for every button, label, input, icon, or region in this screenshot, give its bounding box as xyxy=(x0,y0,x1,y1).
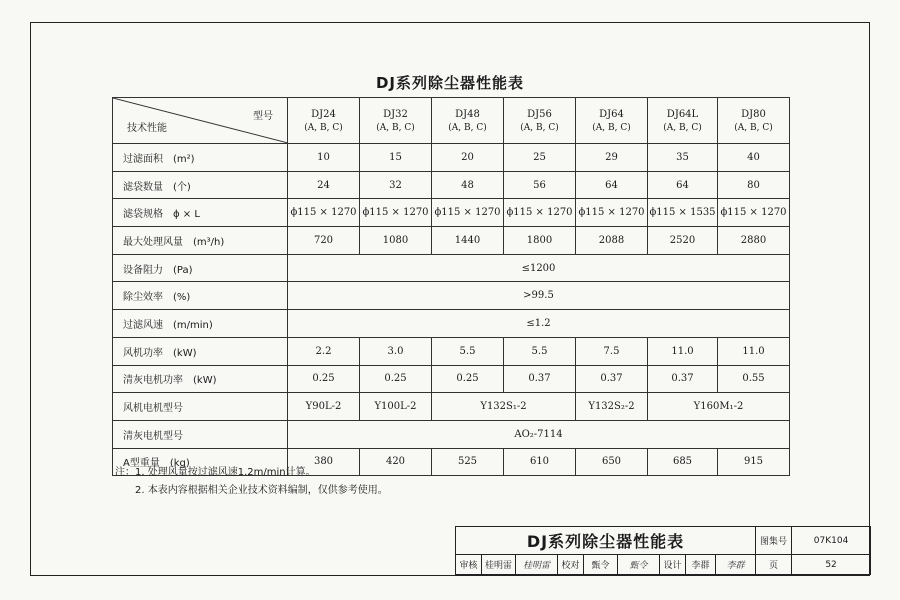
table-cell: ϕ115 × 1270 xyxy=(432,199,504,227)
page-number: 52 xyxy=(792,555,871,575)
model-header xyxy=(504,98,576,144)
row-label: 设备阻力 (Pa) xyxy=(113,254,288,282)
table-cell: 5.5 xyxy=(504,337,576,365)
table-cell: 5.5 xyxy=(432,337,504,365)
row-label: 风机功率 (kW) xyxy=(113,337,288,365)
row-label: 最大处理风量 (m³/h) xyxy=(113,227,288,255)
model-name: DJ48 xyxy=(455,108,480,120)
table-cell: 0.37 xyxy=(576,365,648,393)
row-label: 过滤面积 (m²) xyxy=(113,144,288,172)
table-cell: 56 xyxy=(504,171,576,199)
table-cell: 0.25 xyxy=(432,365,504,393)
table-cell: Y160M₁-2 xyxy=(648,393,790,421)
table-cell: 24 xyxy=(288,171,360,199)
performance-table xyxy=(112,97,790,476)
reviewer-name: 桂明雷 xyxy=(482,555,516,575)
model-header xyxy=(576,98,648,144)
checker-signature: 甄令 xyxy=(618,555,660,575)
corner-cell xyxy=(113,98,288,144)
model-variants: (A, B, C) xyxy=(448,122,487,133)
row-label: 滤袋规格 ϕ × L xyxy=(113,199,288,227)
table-cell: Y132S₁-2 xyxy=(432,393,576,421)
table-cell: 15 xyxy=(360,144,432,172)
table-cell: 1800 xyxy=(504,227,576,255)
table-cell: 420 xyxy=(360,448,432,476)
table-cell: Y132S₂-2 xyxy=(576,393,648,421)
row-label: 除尘效率 (%) xyxy=(113,282,288,310)
model-name: DJ56 xyxy=(527,108,552,120)
table-cell: 7.5 xyxy=(576,337,648,365)
table-row xyxy=(113,282,790,310)
table-cell: 20 xyxy=(432,144,504,172)
table-row xyxy=(113,420,790,448)
table-cell: ϕ115 × 1535 xyxy=(648,199,718,227)
table-cell: 10 xyxy=(288,144,360,172)
table-cell: 11.0 xyxy=(648,337,718,365)
table-cell: 2088 xyxy=(576,227,648,255)
model-header xyxy=(360,98,432,144)
model-header xyxy=(648,98,718,144)
table-cell: ϕ115 × 1270 xyxy=(360,199,432,227)
table-cell: 29 xyxy=(576,144,648,172)
table-cell: 0.37 xyxy=(648,365,718,393)
row-label: 滤袋数量 (个) xyxy=(113,171,288,199)
designer-name: 李群 xyxy=(686,555,716,575)
model-name: DJ24 xyxy=(311,108,336,120)
table-cell: 2880 xyxy=(718,227,790,255)
table-cell: 650 xyxy=(576,448,648,476)
model-variants: (A, B, C) xyxy=(520,122,559,133)
table-cell: 40 xyxy=(718,144,790,172)
table-cell: 32 xyxy=(360,171,432,199)
model-name: DJ80 xyxy=(741,108,766,120)
row-label: 过滤风速 (m/min) xyxy=(113,310,288,338)
table-cell: 1080 xyxy=(360,227,432,255)
row-label: A型重量 (kg) xyxy=(113,448,288,476)
table-row xyxy=(113,254,790,282)
page-label: 页 xyxy=(756,555,792,575)
model-variants: (A, B, C) xyxy=(592,122,631,133)
row-label: 清灰电机功率 (kW) xyxy=(113,365,288,393)
table-cell: 35 xyxy=(648,144,718,172)
table-row xyxy=(113,171,790,199)
check-label: 校对 xyxy=(558,555,584,575)
model-name: DJ32 xyxy=(383,108,408,120)
table-cell: ≤1200 xyxy=(288,254,790,282)
table-cell: 80 xyxy=(718,171,790,199)
review-label: 审核 xyxy=(456,555,482,575)
table-cell: 380 xyxy=(288,448,360,476)
table-cell: 1440 xyxy=(432,227,504,255)
row-label: 清灰电机型号 xyxy=(113,420,288,448)
table-title: DJ系列除尘器性能表 xyxy=(375,74,525,92)
atlas-number: 07K104 xyxy=(792,527,871,555)
row-label: 风机电机型号 xyxy=(113,393,288,421)
table-cell: ϕ115 × 1270 xyxy=(576,199,648,227)
table-row xyxy=(113,227,790,255)
notes xyxy=(115,464,388,500)
model-header xyxy=(432,98,504,144)
table-cell: 685 xyxy=(648,448,718,476)
table-cell: 610 xyxy=(504,448,576,476)
table-row xyxy=(113,365,790,393)
checker-name: 甄令 xyxy=(584,555,618,575)
table-cell: 0.25 xyxy=(360,365,432,393)
model-variants: (A, B, C) xyxy=(304,122,343,133)
table-cell: ϕ115 × 1270 xyxy=(288,199,360,227)
note-1: 注：1. 处理风量按过滤风速1.2m/min计算。 xyxy=(115,467,316,478)
model-name: DJ64L xyxy=(666,108,699,120)
designer-signature: 李群 xyxy=(716,555,756,575)
title-block-title: DJ系列除尘器性能表 xyxy=(456,527,756,555)
header-row xyxy=(113,98,790,144)
table-cell: 64 xyxy=(576,171,648,199)
model-variants: (A, B, C) xyxy=(734,122,773,133)
table-cell: 2.2 xyxy=(288,337,360,365)
table-cell: 64 xyxy=(648,171,718,199)
corner-performance-label: 技术性能 xyxy=(127,123,167,134)
table-cell: 720 xyxy=(288,227,360,255)
table-row xyxy=(113,144,790,172)
table-cell: AO₂-7114 xyxy=(288,420,790,448)
table-row xyxy=(113,199,790,227)
model-name: DJ64 xyxy=(599,108,624,120)
table-cell: Y90L-2 xyxy=(288,393,360,421)
table-cell: 25 xyxy=(504,144,576,172)
table-cell: ϕ115 × 1270 xyxy=(718,199,790,227)
table-row xyxy=(113,337,790,365)
title-block xyxy=(455,526,871,575)
model-variants: (A, B, C) xyxy=(663,122,702,133)
table-cell: 0.37 xyxy=(504,365,576,393)
table-row xyxy=(113,393,790,421)
note-2: 2. 本表内容根据相关企业技术资料编制，仅供参考使用。 xyxy=(135,485,388,496)
table-cell: 2520 xyxy=(648,227,718,255)
table-cell: 3.0 xyxy=(360,337,432,365)
model-header xyxy=(288,98,360,144)
table-cell: 11.0 xyxy=(718,337,790,365)
reviewer-signature: 桂明雷 xyxy=(516,555,558,575)
corner-model-label: 型号 xyxy=(253,111,273,122)
table-cell: ≤1.2 xyxy=(288,310,790,338)
table-cell: >99.5 xyxy=(288,282,790,310)
atlas-label: 图集号 xyxy=(756,527,792,555)
table-cell: 0.55 xyxy=(718,365,790,393)
table-cell: 915 xyxy=(718,448,790,476)
table-cell: 0.25 xyxy=(288,365,360,393)
model-variants: (A, B, C) xyxy=(376,122,415,133)
table-cell: 525 xyxy=(432,448,504,476)
table-cell: Y100L-2 xyxy=(360,393,432,421)
table-cell: 48 xyxy=(432,171,504,199)
model-header xyxy=(718,98,790,144)
table-row xyxy=(113,310,790,338)
table-cell: ϕ115 × 1270 xyxy=(504,199,576,227)
design-label: 设计 xyxy=(660,555,686,575)
